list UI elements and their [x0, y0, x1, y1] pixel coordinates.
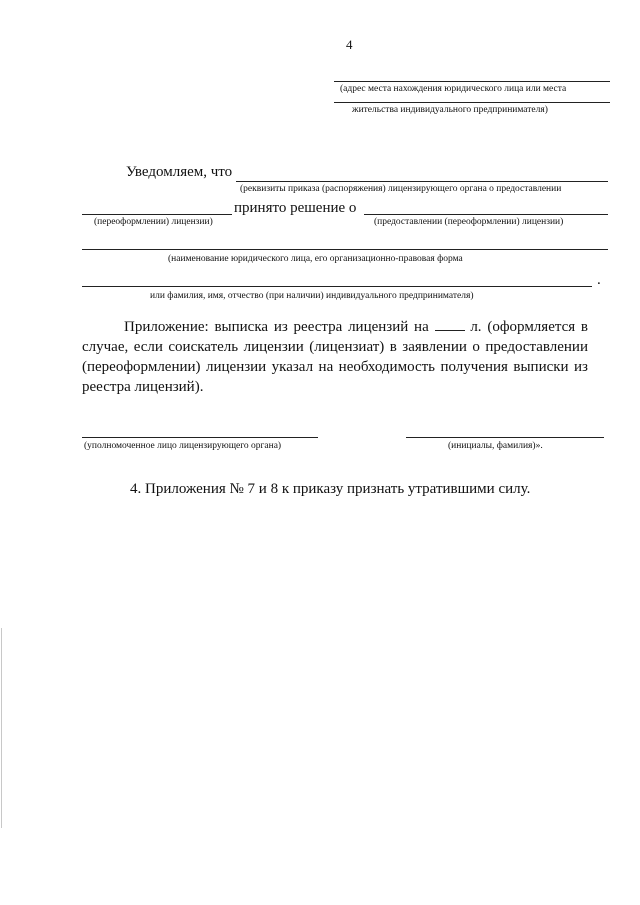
signature-caption-left: (уполномоченное лицо лицензирующего органа) — [84, 441, 282, 451]
signature-line-left — [82, 437, 318, 438]
clause-4: 4. Приложения № 7 и 8 к приказу признать утратившими силу. — [130, 481, 531, 497]
order-details-line — [236, 181, 608, 182]
address-caption-1: (адрес места нахождения юридического лица или места — [340, 84, 567, 94]
caption-reissue-right: (предоставлении (переоформлении) лицензии) — [374, 217, 564, 227]
address-caption-2: жительства индивидуального предпринимателя) — [352, 105, 548, 115]
scan-margin-mark — [1, 628, 2, 828]
caption-order-details: (реквизиты приказа (распоряжения) лицензирующего органа о предоставлении — [240, 184, 562, 194]
decision-text: принято решение о — [234, 200, 357, 216]
caption-entrepreneur: или фамилия, имя, отчество (при наличии) индивидуального предпринимателя) — [150, 291, 474, 301]
attachment-text-2: л. (оформляется в случае, если соискатель лицензии (лицензиат) в заявлении о предоставлении (переоформлении) лицензии указал на необходимость получения выписки из реестра лицензий). — [82, 319, 589, 395]
entrepreneur-line — [82, 286, 592, 287]
caption-entity-name: (наименование юридического лица, его организационно-правовая форма — [168, 254, 463, 264]
signature-caption-right: (инициалы, фамилия)». — [448, 441, 543, 451]
attachment-paragraph — [82, 317, 588, 397]
entity-name-line — [82, 249, 608, 250]
notify-lead: Уведомляем, что — [126, 164, 233, 180]
reissue-right-line — [364, 214, 608, 215]
attachment-text-1: Приложение: выписка из реестра лицензий на — [124, 319, 429, 335]
reissue-left-line — [82, 214, 232, 215]
signature-line-right — [406, 437, 604, 438]
line-end-period: . — [597, 272, 601, 288]
page-number: 4 — [346, 37, 353, 52]
sheet-count-blank — [435, 318, 465, 331]
caption-reissue-left: (переоформлении) лицензии) — [94, 217, 213, 227]
address-line-2 — [334, 102, 610, 103]
address-line-1 — [334, 81, 610, 82]
